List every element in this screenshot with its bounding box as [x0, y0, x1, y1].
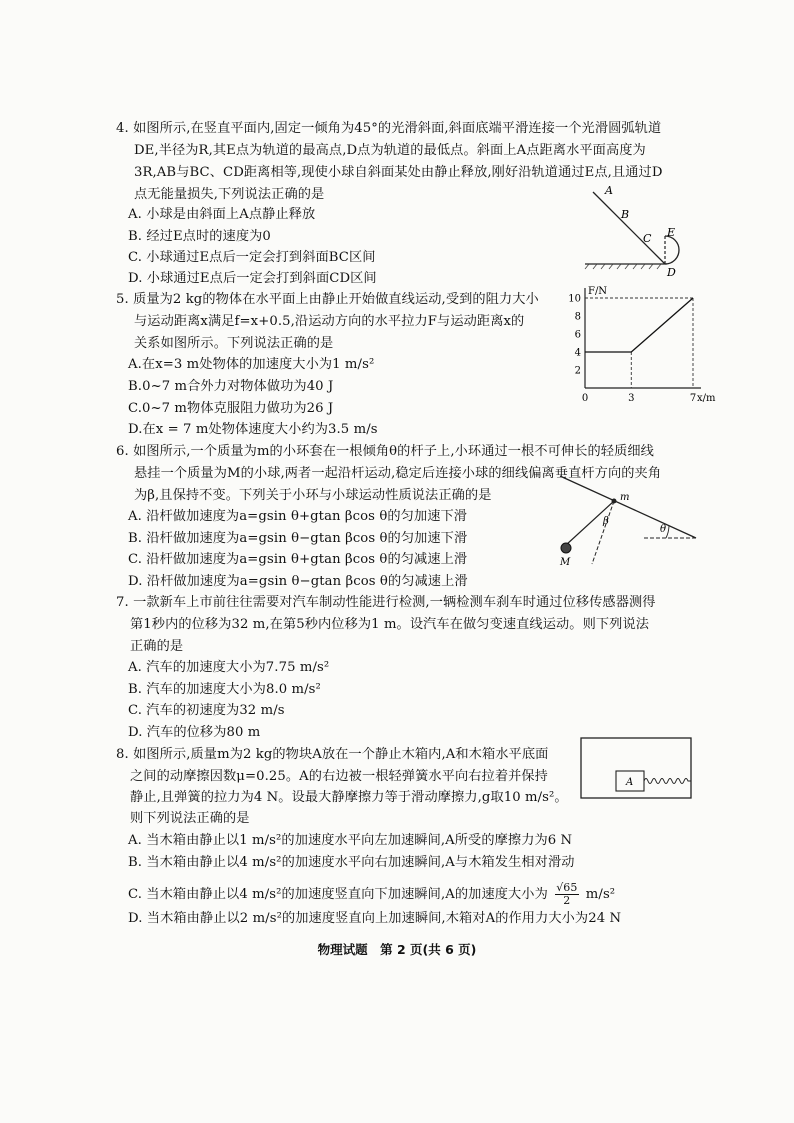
- q8-fraction-numerator: √65: [556, 881, 578, 894]
- q4-option-b: B. 经过E点时的速度为0: [128, 229, 271, 244]
- q6-option-d: D. 沿杆做加速度为a=gsin θ−gtan βcos θ的匀减速上滑: [128, 574, 468, 589]
- y-tick-label: 2: [574, 365, 581, 377]
- label-m: m: [620, 492, 630, 503]
- spring: [644, 779, 691, 784]
- q5-option-b: B.0~7 m合外力对物体做功为40 J: [128, 379, 334, 394]
- label-d: D: [667, 266, 676, 279]
- q6-figure: [548, 472, 698, 572]
- q4-option-a: A. 小球是由斜面上A点静止释放: [128, 207, 316, 222]
- y-tick-label: 8: [574, 311, 581, 323]
- page-footer: 物理试题 第 2 页(共 6 页): [317, 942, 477, 957]
- q7-option-b: B. 汽车的加速度大小为8.0 m/s²: [128, 682, 321, 697]
- series-line: [585, 298, 693, 352]
- q5-option-d: D.在x = 7 m处物体速度大小约为3.5 m/s: [128, 422, 378, 437]
- ground-hatch: [585, 264, 661, 269]
- q4-option-c: C. 小球通过E点后一定会打到斜面BC区间: [128, 250, 376, 265]
- q6-option-b: B. 沿杆做加速度为a=gsin θ−gtan βcos θ的匀加速下滑: [128, 531, 468, 546]
- chart-y-label: F/N: [588, 286, 608, 297]
- label-a: A: [605, 184, 613, 197]
- q6-line-3: 为β,且保持不变。下列关于小环与小球运动性质说法正确的是: [134, 488, 492, 503]
- ring-m: [612, 499, 617, 504]
- q8-option-c-text: C. 当木箱由静止以4 m/s²的加速度竖直向下加速瞬间,A的加速度大小为: [128, 887, 548, 902]
- label-b: B: [621, 208, 630, 221]
- q4-figure: [585, 180, 715, 282]
- chart-axes: [585, 288, 701, 388]
- q6-line-1: 6. 如图所示,一个质量为m的小环套在一根倾角θ的杆子上,小环通过一根不可伸长的轻质细线: [116, 444, 654, 459]
- theta-arc: [666, 526, 669, 538]
- circular-track: [665, 236, 679, 264]
- y-tick-label: 6: [574, 329, 581, 341]
- y-tick-label: 4: [574, 347, 581, 359]
- y-tick-label: 10: [568, 293, 581, 305]
- q5-chart: [555, 280, 716, 410]
- q8-fraction-denominator: 2: [563, 894, 571, 907]
- q8-fraction: [555, 882, 578, 907]
- chart-series: [585, 298, 693, 352]
- q5-line-1: 5. 质量为2 kg的物体在水平面上由静止开始做直线运动,受到的阻力大小: [116, 292, 539, 307]
- label-M: M: [560, 557, 571, 568]
- q7-option-c: C. 汽车的初速度为32 m/s: [128, 703, 285, 718]
- label-e: E: [667, 226, 676, 239]
- q8-line-2: 之间的动摩擦因数μ=0.25。A的右边被一根轻弹簧水平向右拉着并保持: [130, 769, 548, 784]
- q7-option-d: D. 汽车的位移为80 m: [128, 725, 261, 740]
- q7-line-3: 正确的是: [130, 639, 184, 654]
- q8-line-4: 则下列说法正确的是: [130, 811, 250, 826]
- q8-option-c: [128, 882, 615, 907]
- q7-option-a: A. 汽车的加速度大小为7.75 m/s²: [128, 660, 330, 675]
- q7-line-2: 第1秒内的位移为32 m,在第5秒内位移为1 m。设汽车在做匀变速直线运动。则下列说法: [130, 617, 650, 632]
- q4-option-d: D. 小球通过E点后一定会打到斜面CD区间: [128, 271, 377, 286]
- q8-option-a: A. 当木箱由静止以1 m/s²的加速度水平向左加速瞬间,A所受的摩擦力为6 N: [128, 833, 573, 848]
- q4-line-2: DE,半径为R,其E点为轨道的最高点,D点为轨道的最低点。斜面上A点距离水平面高度为: [134, 143, 646, 158]
- q5-option-c: C.0~7 m物体克服阻力做功为26 J: [128, 401, 334, 416]
- q8-figure: [580, 737, 692, 799]
- q8-fraction-unit: m/s²: [585, 887, 616, 902]
- ball-M: [561, 543, 571, 553]
- label-c: C: [643, 232, 652, 245]
- chart-x-label: x/m: [697, 393, 716, 404]
- q8-line-3: 静止,且弹簧的拉力为4 N。设最大静摩擦力等于滑动摩擦力,g取10 m/s²。: [130, 790, 568, 805]
- block-a-label: A: [626, 777, 634, 788]
- q4-line-4: 点无能量损失,下列说法正确的是: [134, 187, 325, 202]
- q6-option-a: A. 沿杆做加速度为a=gsin θ+gtan βcos θ的匀加速下滑: [128, 509, 468, 524]
- q7-line-1: 7. 一款新车上市前往往需要对汽车制动性能进行检测,一辆检测车刹车时通过位移传感器测得: [116, 595, 656, 610]
- q8-line-1: 8. 如图所示,质量m为2 kg的物块A放在一个静止木箱内,A和木箱水平底面: [116, 747, 549, 762]
- x-tick-label: 3: [628, 393, 635, 404]
- q5-line-3: 关系如图所示。下列说法正确的是: [134, 336, 334, 351]
- q6-line-2: 悬挂一个质量为M的小球,两者一起沿杆运动,稳定后连接小球的细线偏离垂直杆方向的夹角: [134, 466, 662, 481]
- label-theta: θ: [660, 524, 667, 535]
- q8-option-b: B. 当木箱由静止以4 m/s²的加速度水平向右加速瞬间,A与木箱发生相对滑动: [128, 855, 575, 870]
- q4-line-3: 3R,AB与BC、CD距离相等,现使小球自斜面某处由静止释放,刚好沿轨道通过E点,且通过D: [134, 165, 663, 180]
- q6-option-c: C. 沿杆做加速度为a=gsin θ+gtan βcos θ的匀减速上滑: [128, 552, 468, 567]
- label-beta: β: [603, 516, 609, 527]
- wooden-box: [581, 738, 691, 798]
- x-tick-label: 7: [689, 393, 697, 404]
- q5-option-a: A.在x=3 m处物体的加速度大小为1 m/s²: [128, 357, 375, 372]
- rod-line: [560, 476, 696, 538]
- q4-line-1: 4. 如图所示,在竖直平面内,固定一倾角为45°的光滑斜面,斜面底端平滑连接一个光滑圆弧轨道: [116, 121, 662, 136]
- q5-line-2: 与运动距离x满足f=x+0.5,沿运动方向的水平拉力F与运动距离x的: [134, 314, 525, 329]
- x-tick-label: 0: [581, 393, 589, 404]
- incline-line: [593, 192, 665, 264]
- q8-option-d: D. 当木箱由静止以2 m/s²的加速度竖直向上加速瞬间,木箱对A的作用力大小为24 N: [128, 911, 622, 926]
